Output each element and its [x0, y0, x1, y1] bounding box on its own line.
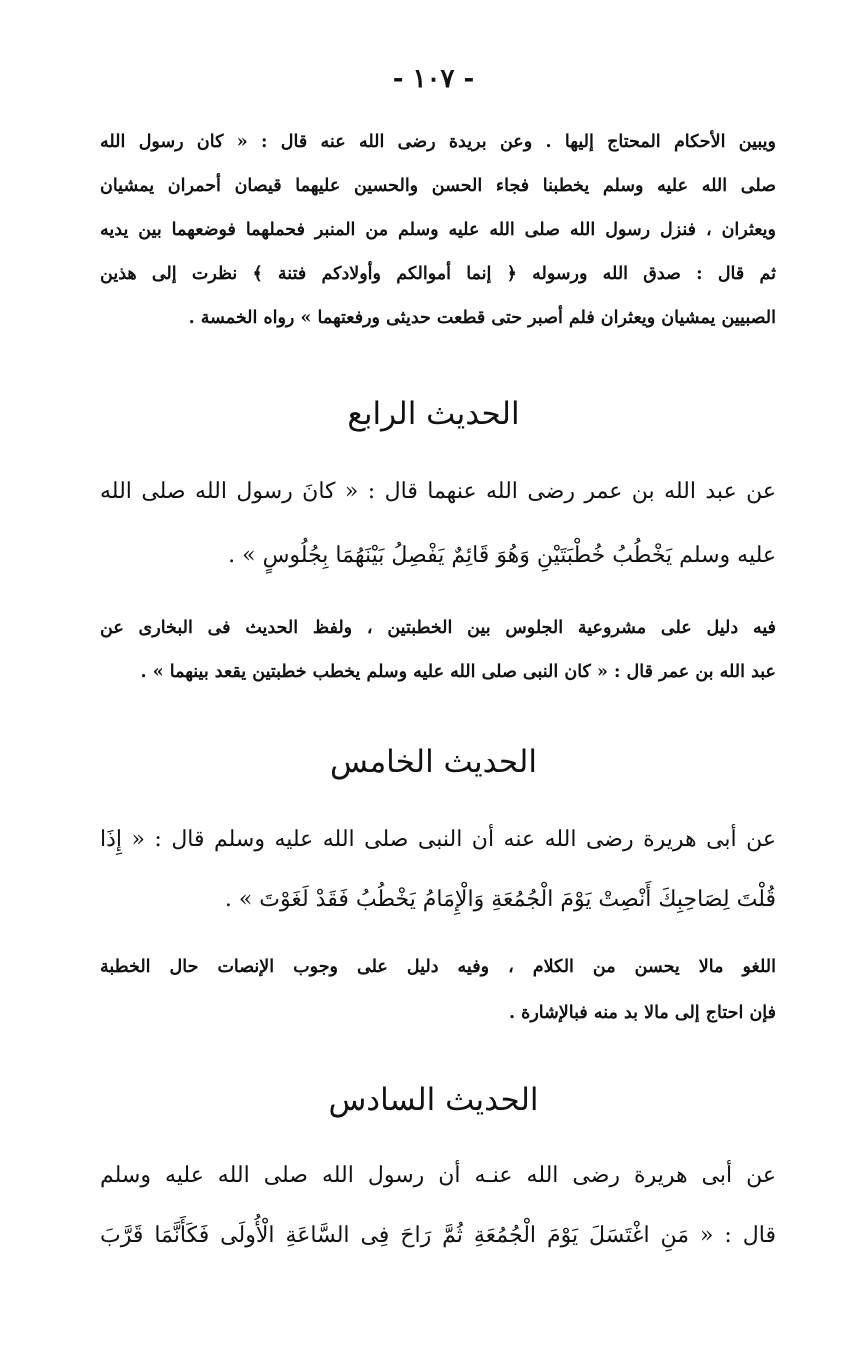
paragraph-line: ويعثران ، فنزل رسول الله صلى الله عليه وسلم من المنبر فحملهما فوضعهما بين يديه [100, 220, 776, 240]
commentary-line: عبد الله بن عمر قال : « كان النبى صلى الله عليه وسلم يخطب خطبتين يقعد بينهما » . [140, 662, 776, 682]
paragraph-line: ثم قال : صدق الله ورسوله ﴿ إنما أموالكم وأولادكم فتنة ﴾ نظرت إلى هذين [100, 264, 776, 284]
paragraph-line: ويبين الأحكام المحتاج إليها . وعن بريدة رضى الله عنه قال : « كان رسول الله [100, 132, 776, 152]
hadith-line: عن أبى هريرة رضى الله عنه أن النبى صلى الله عليه وسلم قال : « إِذَا [100, 827, 776, 852]
section-heading-4: الحديث الرابع [347, 396, 520, 432]
commentary-line: فيه دليل على مشروعية الجلوس بين الخطبتين ، ولفظ الحديث فى البخارى عن [100, 618, 776, 638]
commentary-line: اللغو مالا يحسن من الكلام ، وفيه دليل على وجوب الإنصات حال الخطبة [100, 957, 776, 977]
intro-paragraph [100, 120, 776, 340]
hadith-line: عليه وسلم يَخْطُبُ خُطْبَتَيْنِ وَهُوَ قَائِمٌ يَفْصِلُ بَيْنَهُمَا بِجُلُوسٍ » . [228, 543, 776, 568]
hadith-line: قال : « مَنِ اغْتَسَلَ يَوْمَ الْجُمُعَةِ ثُمَّ رَاحَ فِى السَّاعَةِ الْأُولَى فَكَأَنَّمَا قَرَّبَ [100, 1223, 776, 1248]
commentary-line: فإن احتاج إلى مالا بد منه فبالإشارة . [508, 1003, 776, 1023]
paragraph-line: الصبيين يمشيان ويعثران فلم أصبر حتى قطعت حديثى ورفعتهما » رواه الخمسة . [188, 308, 776, 328]
section-heading-5: الحديث الخامس [330, 744, 537, 780]
commentary-5 [100, 944, 776, 1036]
hadith-text-5 [100, 810, 776, 930]
hadith-text-6 [100, 1146, 776, 1266]
hadith-line: عن أبى هريرة رضى الله عنـه أن رسول الله صلى الله عليه وسلم [100, 1163, 776, 1188]
commentary-4 [100, 606, 776, 694]
hadith-text-4 [100, 460, 776, 588]
page-number: - ١٠٧ - [392, 64, 475, 94]
hadith-line: عن عبد الله بن عمر رضى الله عنهما قال : « كانَ رسول الله صلى الله [100, 479, 776, 504]
section-heading-6: الحديث السادس [328, 1082, 539, 1118]
paragraph-line: صلى الله عليه وسلم يخطبنا فجاء الحسن والحسين عليهما قيصان أحمران يمشيان [100, 176, 776, 196]
hadith-line: قُلْتَ لِصَاحِبِكَ أَنْصِتْ يَوْمَ الْجُمُعَةِ وَالْإِمَامُ يَخْطُبُ فَقَدْ لَغَوْتَ » . [224, 887, 776, 912]
